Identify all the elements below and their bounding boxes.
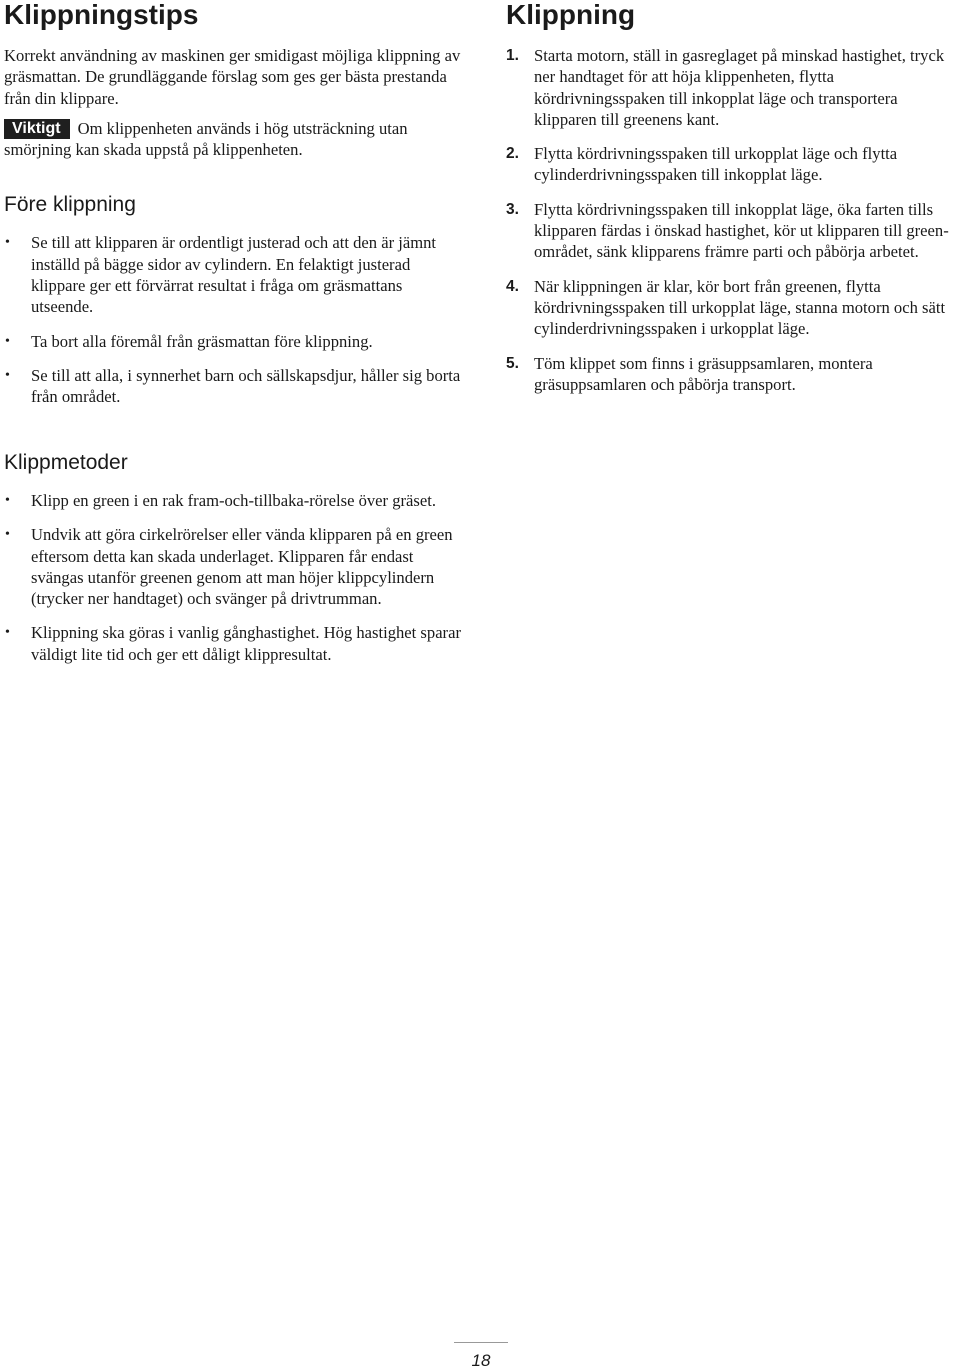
list-item (4, 365, 466, 408)
step-item (506, 45, 958, 130)
before-mowing-list (4, 232, 466, 407)
step-item (506, 353, 958, 396)
page-number: 18 (471, 1351, 491, 1370)
section-title-mowing: Klippning (506, 0, 636, 30)
important-badge: Viktigt (4, 119, 70, 139)
bullet-icon: • (5, 625, 10, 641)
list-item-text: Undvik att göra cirkelrörelser eller vända klipparen på en green eftersom detta kan skada underlaget. Klipparen får endast svängas utanför greenen genom att man höjer klippcylindern (trycker ner handtaget) och svänger på drivtrumman. (31, 525, 453, 609)
list-item-text: Se till att klipparen är ordentligt justerad och att den är jämnt inställd på bägge sidor av cylindern. En felaktigt justerad klippare ger ett förvärrat resultat i fråga om gräsmattans utseende. (31, 233, 437, 317)
step-number: 4. (506, 277, 519, 295)
mowing-methods-section (4, 450, 466, 678)
bullet-icon: • (5, 235, 10, 251)
step-item (506, 276, 958, 340)
mowing-methods-list (4, 490, 466, 665)
step-item (506, 143, 958, 186)
bullet-icon: • (5, 527, 10, 543)
list-item (4, 232, 466, 317)
step-text: Starta motorn, ställ in gasreglaget på minskad hastighet, tryck ner handtaget för att höja klippenheten, flytta kördrivningsspaken till inkopplat läge och transportera klipparen till greenens kant. (534, 46, 945, 129)
step-text: Flytta kördrivningsspaken till inkopplat läge, öka farten tills klipparen färdas i önskad hastighet, kör ut klipparen till green-området, sänk klipparens främre parti och påbörja arbetet. (534, 199, 949, 262)
step-text: När klippningen är klar, kör bort från greenen, flytta kördrivningsspaken till urkopplat läge, stanna motorn och sätt cylinderdrivningsspaken i urkopplat läge. (534, 276, 946, 339)
step-number: 1. (506, 47, 519, 64)
footer-divider (454, 1342, 508, 1343)
step-number: 3. (506, 200, 519, 218)
step-number: 2. (506, 145, 519, 163)
list-item (4, 524, 466, 609)
list-item-text: Se till att alla, i synnerhet barn och sällskapsdjur, håller sig borta från området. (31, 365, 461, 407)
bullet-icon: • (5, 493, 10, 508)
bullet-icon: • (5, 367, 10, 383)
step-number: 5. (506, 354, 519, 372)
list-item-text: Klipp en green i en rak fram-och-tillbaka-rörelse över gräset. (31, 491, 436, 510)
section-heading-mowing-methods: Klippmetoder (4, 451, 128, 474)
list-item (4, 331, 466, 352)
bullet-icon: • (5, 333, 10, 349)
important-note-text: Om klippenheten används i hög utsträckning utan smörjning kan skada uppstå på klippenheten. (4, 118, 408, 160)
list-item-text: Ta bort alla föremål från gräsmattan före klippning. (31, 331, 373, 351)
right-column (506, 0, 958, 408)
list-item (4, 490, 466, 511)
section-title-mowing-tips: Klippningstips (4, 0, 199, 30)
list-item (4, 622, 466, 665)
left-column (4, 0, 466, 664)
mowing-steps-list (506, 45, 958, 395)
step-item (506, 199, 958, 263)
list-item-text: Klippning ska göras i vanlig gånghastighet. Hög hastighet sparar väldigt lite tid och ger ett dåligt klippresultat. (31, 623, 461, 664)
step-text: Flytta kördrivningsspaken till urkopplat läge och flytta cylinderdrivningsspaken till inkopplat läge. (534, 144, 898, 185)
section-heading-before-mowing: Före klippning (4, 193, 136, 217)
important-note (4, 118, 466, 161)
step-text: Töm klippet som finns i gräsuppsamlaren, montera gräsuppsamlaren och påbörja transport. (534, 353, 873, 394)
intro-paragraph: Korrekt användning av maskinen ger smidigast möjliga klippning av gräsmattan. De grundläggande förslag som ges ger bästa prestanda från din klippare. (4, 46, 461, 108)
